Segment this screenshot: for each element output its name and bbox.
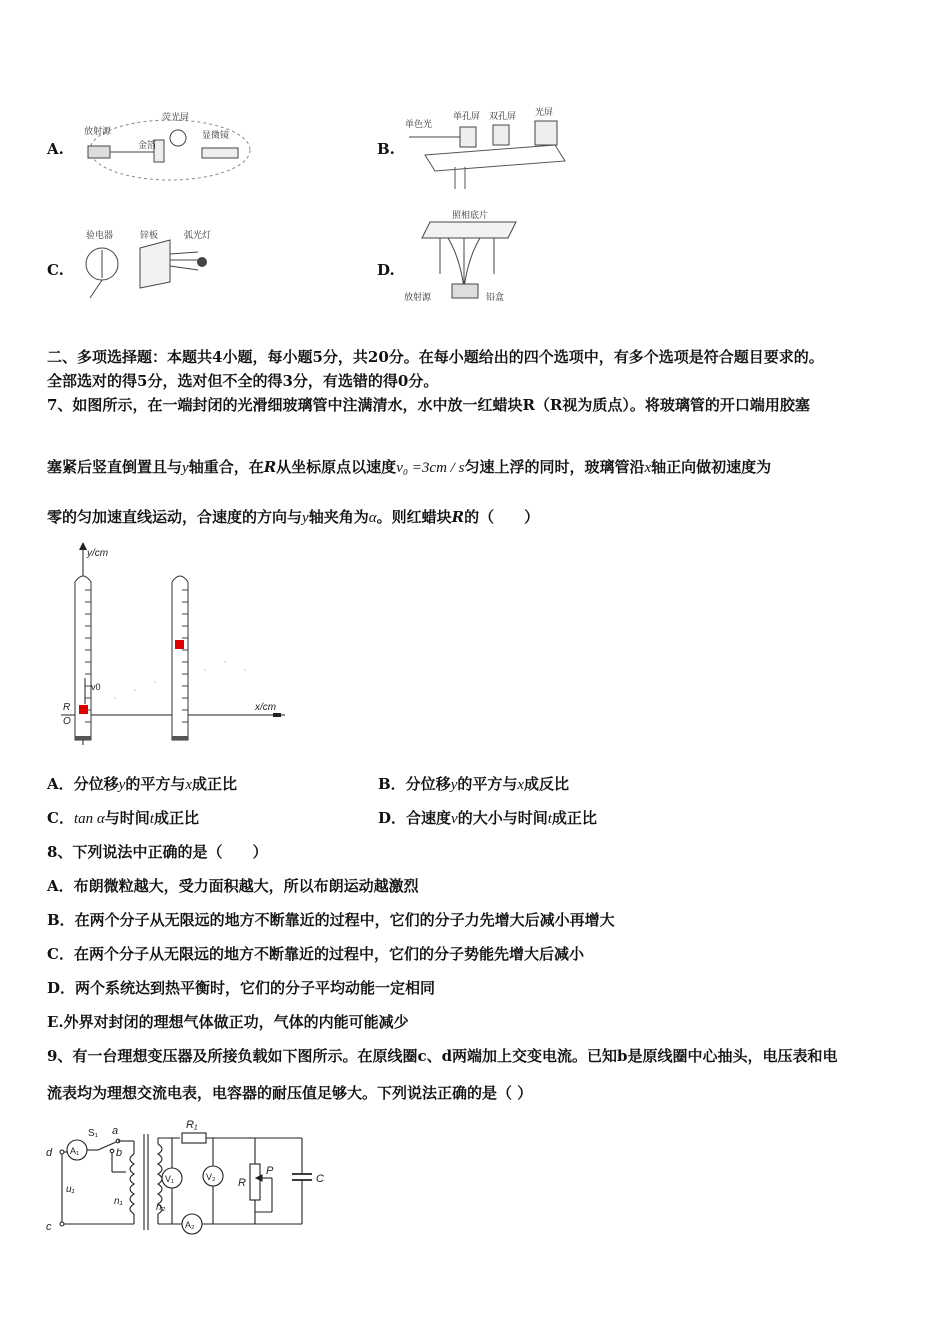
q9-line1: 9、有一台理想变压器及所接负载如下图所示。在原线圈c、d两端加上交变电流。已知b是原线圈中心抽头，电压表和电 bbox=[47, 1047, 838, 1065]
part-a2: 金箔 bbox=[138, 140, 157, 150]
n1-label: n₁ bbox=[114, 1196, 123, 1207]
q7-option-c[interactable]: C．tan α与时间t成正比 bbox=[47, 809, 199, 827]
glass-tube-2 bbox=[172, 576, 188, 740]
origin-label: O bbox=[63, 716, 71, 727]
q7-option-d[interactable]: D．合速度v的大小与时间t成正比 bbox=[378, 809, 597, 827]
q7-option-a[interactable]: A．分位移y的平方与x成正比 bbox=[47, 775, 238, 793]
x-axis-label: x/cm bbox=[255, 702, 277, 713]
part-a1: 荧光屏 bbox=[162, 112, 190, 122]
option-c-figure bbox=[80, 226, 225, 306]
q7-line2: 塞紧后竖直倒置且与y轴重合，在R从坐标原点以速度v₀ =3cm / s匀速上浮的同时，玻璃管沿x轴正向做初速度为 bbox=[47, 458, 772, 476]
r-label: R bbox=[63, 702, 71, 713]
a1-label: A₁ bbox=[70, 1146, 80, 1156]
part-d2: 铅盒 bbox=[486, 292, 505, 302]
red-wax-block-start bbox=[79, 705, 88, 714]
v0-label: v0 bbox=[91, 682, 101, 692]
option-d-label: D. bbox=[377, 261, 395, 279]
q8-option-d[interactable]: D．两个系统达到热平衡时，它们的分子平均动能一定相同 bbox=[47, 979, 436, 997]
part-a3: 显微镜 bbox=[202, 130, 230, 140]
red-wax-block-later bbox=[175, 640, 184, 649]
rheostat-r bbox=[250, 1164, 260, 1200]
q9-line2: 流表均为理想交流电表，电容器的耐压值足够大。下列说法正确的是（ ） bbox=[47, 1084, 533, 1102]
p-label: P bbox=[266, 1165, 274, 1177]
q7-line3: 零的匀加速直线运动，合速度的方向与y轴夹角为α。则红蜡块R的（ ） bbox=[47, 508, 540, 526]
option-c-label: C. bbox=[47, 261, 64, 279]
part-d0: 照相底片 bbox=[452, 210, 489, 220]
primary-coil bbox=[130, 1154, 134, 1214]
switch-s1 bbox=[98, 1142, 116, 1150]
tap-b-label: b bbox=[116, 1147, 123, 1159]
u1-label: u₁ bbox=[66, 1184, 75, 1195]
option-b-figure bbox=[405, 105, 570, 190]
v1-label: V₁ bbox=[165, 1174, 175, 1184]
resistor-r1 bbox=[182, 1133, 206, 1143]
part-b3: 光屏 bbox=[535, 107, 554, 117]
q9-circuit bbox=[40, 1112, 340, 1242]
radiation-source bbox=[88, 146, 110, 158]
option-a-figure bbox=[82, 108, 252, 186]
terminal-c: c bbox=[46, 1221, 52, 1233]
part-b2: 双孔屏 bbox=[489, 111, 517, 121]
a2-label: A₂ bbox=[185, 1220, 195, 1230]
terminal-d: d bbox=[46, 1147, 53, 1159]
part-c0: 验电器 bbox=[86, 230, 114, 240]
r1-label: R₁ bbox=[186, 1119, 198, 1131]
glass-tube-1 bbox=[75, 576, 91, 740]
s1-label: S₁ bbox=[88, 1128, 99, 1139]
tap-a-label: a bbox=[112, 1125, 119, 1137]
q7-option-b[interactable]: B．分位移y的平方与x成反比 bbox=[378, 775, 570, 793]
option-d-figure bbox=[404, 208, 524, 308]
q8-option-b[interactable]: B．在两个分子从无限远的地方不断靠近的过程中，它们的分子力先增大后减小再增大 bbox=[47, 911, 615, 929]
part-a0: 放射源 bbox=[84, 126, 112, 136]
v2-label: V₂ bbox=[206, 1172, 216, 1182]
part-c1: 锌板 bbox=[140, 230, 159, 240]
option-b-label: B. bbox=[377, 140, 395, 158]
part-b1: 单孔屏 bbox=[453, 111, 481, 121]
section2-line2: 全部选对的得5分，选对但不全的得3分，有选错的得0分。 bbox=[47, 372, 439, 390]
r-label: R bbox=[238, 1177, 246, 1189]
q8-stem: 8、下列说法中正确的是（ ） bbox=[47, 843, 268, 861]
q7-figure bbox=[55, 540, 295, 750]
q8-option-c[interactable]: C．在两个分子从无限远的地方不断靠近的过程中，它们的分子势能先增大后减小 bbox=[47, 945, 584, 963]
c-label: C bbox=[316, 1173, 324, 1185]
part-c2: 弧光灯 bbox=[184, 230, 212, 240]
y-axis-label: y/cm bbox=[87, 548, 109, 559]
q7-line1: 7、如图所示，在一端封闭的光滑细玻璃管中注满清水，水中放一红蜡块R（R视为质点）。将玻璃管的开口端用胶塞 bbox=[47, 396, 810, 414]
q8-option-a[interactable]: A．布朗微粒越大，受力面积越大，所以布朗运动越激烈 bbox=[47, 877, 419, 895]
n2-label: n₂ bbox=[156, 1202, 166, 1213]
q8-option-e[interactable]: E.外界对封闭的理想气体做正功，气体的内能可能减少 bbox=[47, 1013, 409, 1031]
section2-line1: 二、多项选择题：本题共4小题，每小题5分，共20分。在每小题给出的四个选项中，有多个选项是符合题目要求的。 bbox=[47, 348, 824, 366]
option-a-label: A. bbox=[47, 140, 64, 158]
part-d1: 放射源 bbox=[404, 292, 432, 302]
part-b0: 单色光 bbox=[405, 119, 433, 129]
